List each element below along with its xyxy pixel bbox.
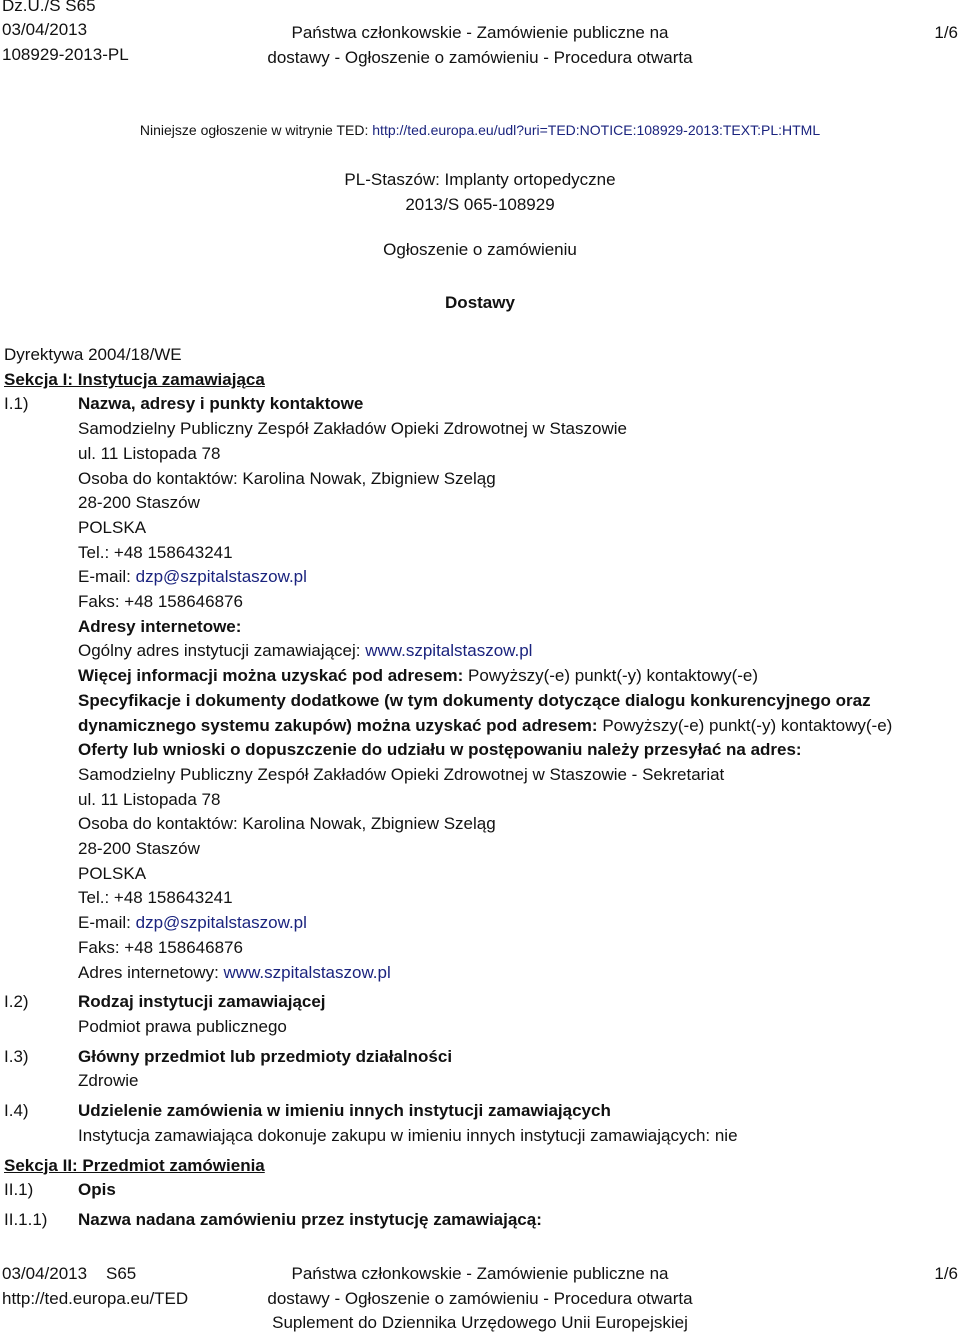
directive: Dyrektywa 2004/18/WE: [4, 345, 182, 364]
footer-ref: S65: [106, 1264, 137, 1283]
header-ref: Dz.U./S S65: [2, 0, 96, 15]
notice-body: [4, 343, 954, 1233]
header-center-line2: dostawy - Ogłoszenie o zamówieniu - Procedura otwarta: [267, 47, 693, 67]
footer-page: 1/6: [934, 1264, 958, 1283]
header-center-line1: Państwa członkowskie - Zamówienie publiczne na: [291, 23, 669, 42]
section-i2: [4, 990, 954, 1039]
notice-type: Ogłoszenie o zamówieniu: [383, 240, 577, 259]
footer-center-line3: Suplement do Dziennika Urzędowego Unii Europejskiej: [272, 1313, 688, 1332]
offers-tel: Tel.: +48 158643241: [78, 888, 233, 908]
section-number: I.3): [4, 1046, 29, 1066]
org-tel: Tel.: +48 158643241: [78, 542, 233, 562]
notice-titles: [0, 167, 960, 315]
offers-contact: Osoba do kontaktów: Karolina Nowak, Zbigniew Szeląg: [78, 814, 496, 834]
footer-url: http://ted.europa.eu/TED: [2, 1288, 189, 1308]
section-value: Zdrowie: [78, 1071, 139, 1091]
org-fax: Faks: +48 158646876: [78, 592, 243, 612]
notice-number: 2013/S 065-108929: [405, 195, 555, 214]
intro-url-link[interactable]: http://ted.europa.eu/udl?uri=TED:NOTICE:108929-2013:TEXT:PL:HTML: [372, 122, 821, 138]
section-heading: Nazwa, adresy i punkty kontaktowe: [78, 394, 364, 414]
offers-label: Oferty lub wnioski o dopuszczenie do udziału w postępowaniu należy przesyłać na adres:: [78, 740, 802, 760]
section-ii1: [4, 1178, 954, 1203]
section-number: I.1): [4, 394, 29, 414]
header-notice-id: 108929-2013-PL: [2, 44, 129, 64]
offers-web-link[interactable]: www.szpitalstaszow.pl: [223, 962, 391, 982]
section-i3: [4, 1045, 954, 1094]
org-country: POLSKA: [78, 517, 147, 537]
section-heading: Główny przedmiot lub przedmioty działalności: [78, 1046, 453, 1066]
offers-city: 28-200 Staszów: [78, 839, 200, 859]
spec-label: Specyfikacje i dokumenty dodatkowe (w tym dokumenty dotyczące dialogu konkurencyjnego oraz dynamicznego systemu zakupów) można uzyskać pod adresem:: [78, 690, 871, 735]
section-number: I.2): [4, 992, 29, 1012]
section-1-title: Sekcja I: Instytucja zamawiająca: [4, 369, 265, 389]
offers-email-label: E-mail:: [78, 913, 136, 933]
more-info-label: Więcej informacji można uzyskać pod adresem:: [78, 666, 469, 686]
email-link[interactable]: dzp@szpitalstaszow.pl: [135, 567, 307, 587]
intro-line: [0, 122, 960, 138]
page-header: [2, 0, 958, 72]
header-date: 03/04/2013: [2, 20, 88, 39]
org-name: Samodzielny Publiczny Zespół Zakładów Opieki Zdrowotnej w Staszowie: [78, 419, 627, 439]
web-heading: Adresy internetowe:: [78, 616, 242, 636]
notice-title: PL-Staszów: Implanty ortopedyczne: [344, 170, 616, 189]
offers-fax: Faks: +48 158646876: [78, 937, 243, 957]
spec-value: Powyższy(-e) punkt(-y) kontaktowy(-e): [602, 715, 893, 735]
section-number: II.1): [4, 1180, 34, 1200]
email-label: E-mail:: [78, 567, 136, 587]
section-heading: Nazwa nadana zamówieniu przez instytucję zamawiającą:: [78, 1209, 542, 1229]
offers-web-label: Adres internetowy:: [78, 962, 224, 982]
offers-email-link[interactable]: dzp@szpitalstaszow.pl: [135, 913, 307, 933]
section-value: Podmiot prawa publicznego: [78, 1016, 287, 1036]
general-url-link[interactable]: www.szpitalstaszow.pl: [365, 641, 533, 661]
header-page: 1/6: [934, 23, 958, 42]
footer-center-line2: dostawy - Ogłoszenie o zamówieniu - Procedura otwarta: [267, 1288, 693, 1308]
offers-country: POLSKA: [78, 863, 147, 883]
section-value: Instytucja zamawiająca dokonuje zakupu w imieniu innych instytucji zamawiających: nie: [78, 1125, 738, 1145]
notice-category: Dostawy: [445, 293, 515, 312]
section-i4: [4, 1099, 954, 1148]
section-number: I.4): [4, 1101, 29, 1121]
section-heading: Opis: [78, 1180, 116, 1200]
intro-text: Niniejsze ogłoszenie w witrynie TED:: [139, 122, 373, 138]
section-2-title: Sekcja II: Przedmiot zamówienia: [4, 1155, 265, 1175]
section-heading: Rodzaj instytucji zamawiającej: [78, 992, 326, 1012]
org-contact: Osoba do kontaktów: Karolina Nowak, Zbigniew Szeląg: [78, 468, 496, 488]
offers-street: ul. 11 Listopada 78: [78, 789, 221, 809]
page-footer: [2, 1262, 958, 1334]
org-city: 28-200 Staszów: [78, 493, 200, 513]
offers-org-name: Samodzielny Publiczny Zespół Zakładów Opieki Zdrowotnej w Staszowie - Sekretariat: [78, 764, 725, 784]
general-url-label: Ogólny adres instytucji zamawiającej:: [78, 641, 366, 661]
section-ii11: [4, 1208, 954, 1233]
section-number: II.1.1): [4, 1209, 48, 1229]
footer-date: 03/04/2013: [2, 1264, 88, 1283]
section-heading: Udzielenie zamówienia w imieniu innych instytucji zamawiających: [78, 1101, 611, 1121]
org-street: ul. 11 Listopada 78: [78, 443, 221, 463]
more-info-value: Powyższy(-e) punkt(-y) kontaktowy(-e): [468, 666, 759, 686]
footer-center-line1: Państwa członkowskie - Zamówienie publiczne na: [291, 1264, 669, 1283]
section-i1: [4, 392, 954, 985]
